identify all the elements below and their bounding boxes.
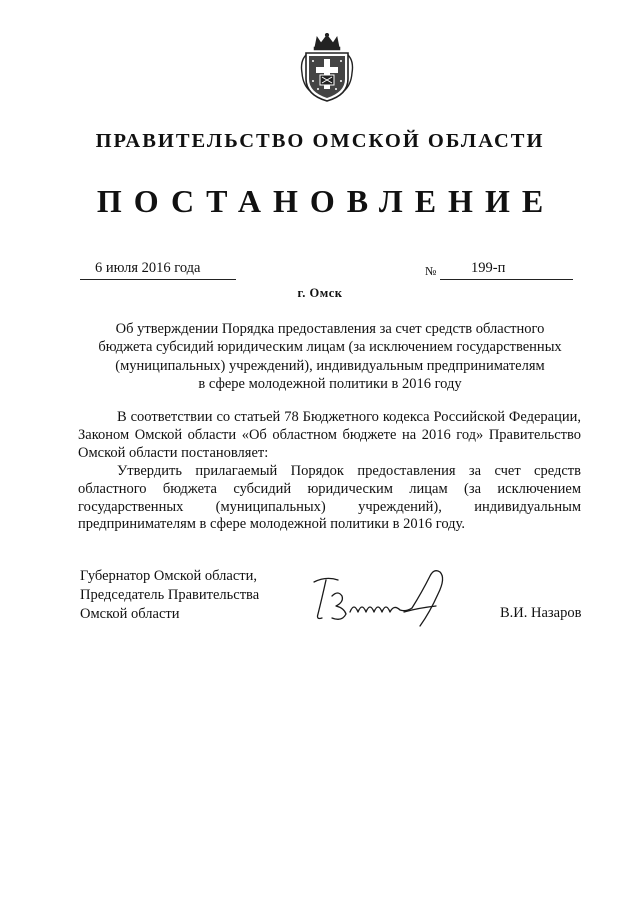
document-date: 6 июля 2016 года — [95, 260, 201, 276]
signer-name: В.И. Назаров — [500, 605, 582, 621]
body-paragraph-resolution: Утвердить прилагаемый Порядок предоставления за счет средств областного бюджета субсидий юридическим лицам (за исключением государственных (муниципальных) учреждений), индивидуальным предпринимателям в сфере молодежной политики в 2016 году. — [78, 463, 581, 533]
handwritten-signature — [308, 568, 456, 630]
title-line: в сфере молодежной политики в 2016 году — [198, 375, 462, 392]
document-number: 199-п — [471, 260, 506, 276]
signatory-title-line: Губернатор Омской области, — [80, 568, 257, 584]
coat-of-arms-icon — [298, 33, 356, 103]
signatory-title-line: Омской области — [80, 606, 180, 622]
document-title — [75, 320, 585, 393]
number-label: № — [425, 264, 437, 278]
document-type: ПОСТАНОВЛЕНИЕ — [96, 183, 556, 219]
organization-name: ПРАВИТЕЛЬСТВО ОМСКОЙ ОБЛАСТИ — [95, 130, 545, 152]
city: г. Омск — [297, 286, 343, 300]
body-paragraph-preamble: В соответствии со статьей 78 Бюджетного кодекса Российской Федерации, Законом Омской области «Об областном бюджете на 2016 год» Правительство Омской области постановляет: — [78, 409, 581, 461]
number-underline — [440, 261, 573, 280]
title-line: бюджета субсидий юридическим лицам (за исключением государственных — [98, 339, 562, 356]
title-line: (муниципальных) учреждений), индивидуальным предпринимателям — [115, 357, 545, 374]
signatory-title-line: Председатель Правительства — [80, 587, 260, 603]
title-line: Об утверждении Порядка предоставления за счет средств областного — [115, 321, 545, 337]
